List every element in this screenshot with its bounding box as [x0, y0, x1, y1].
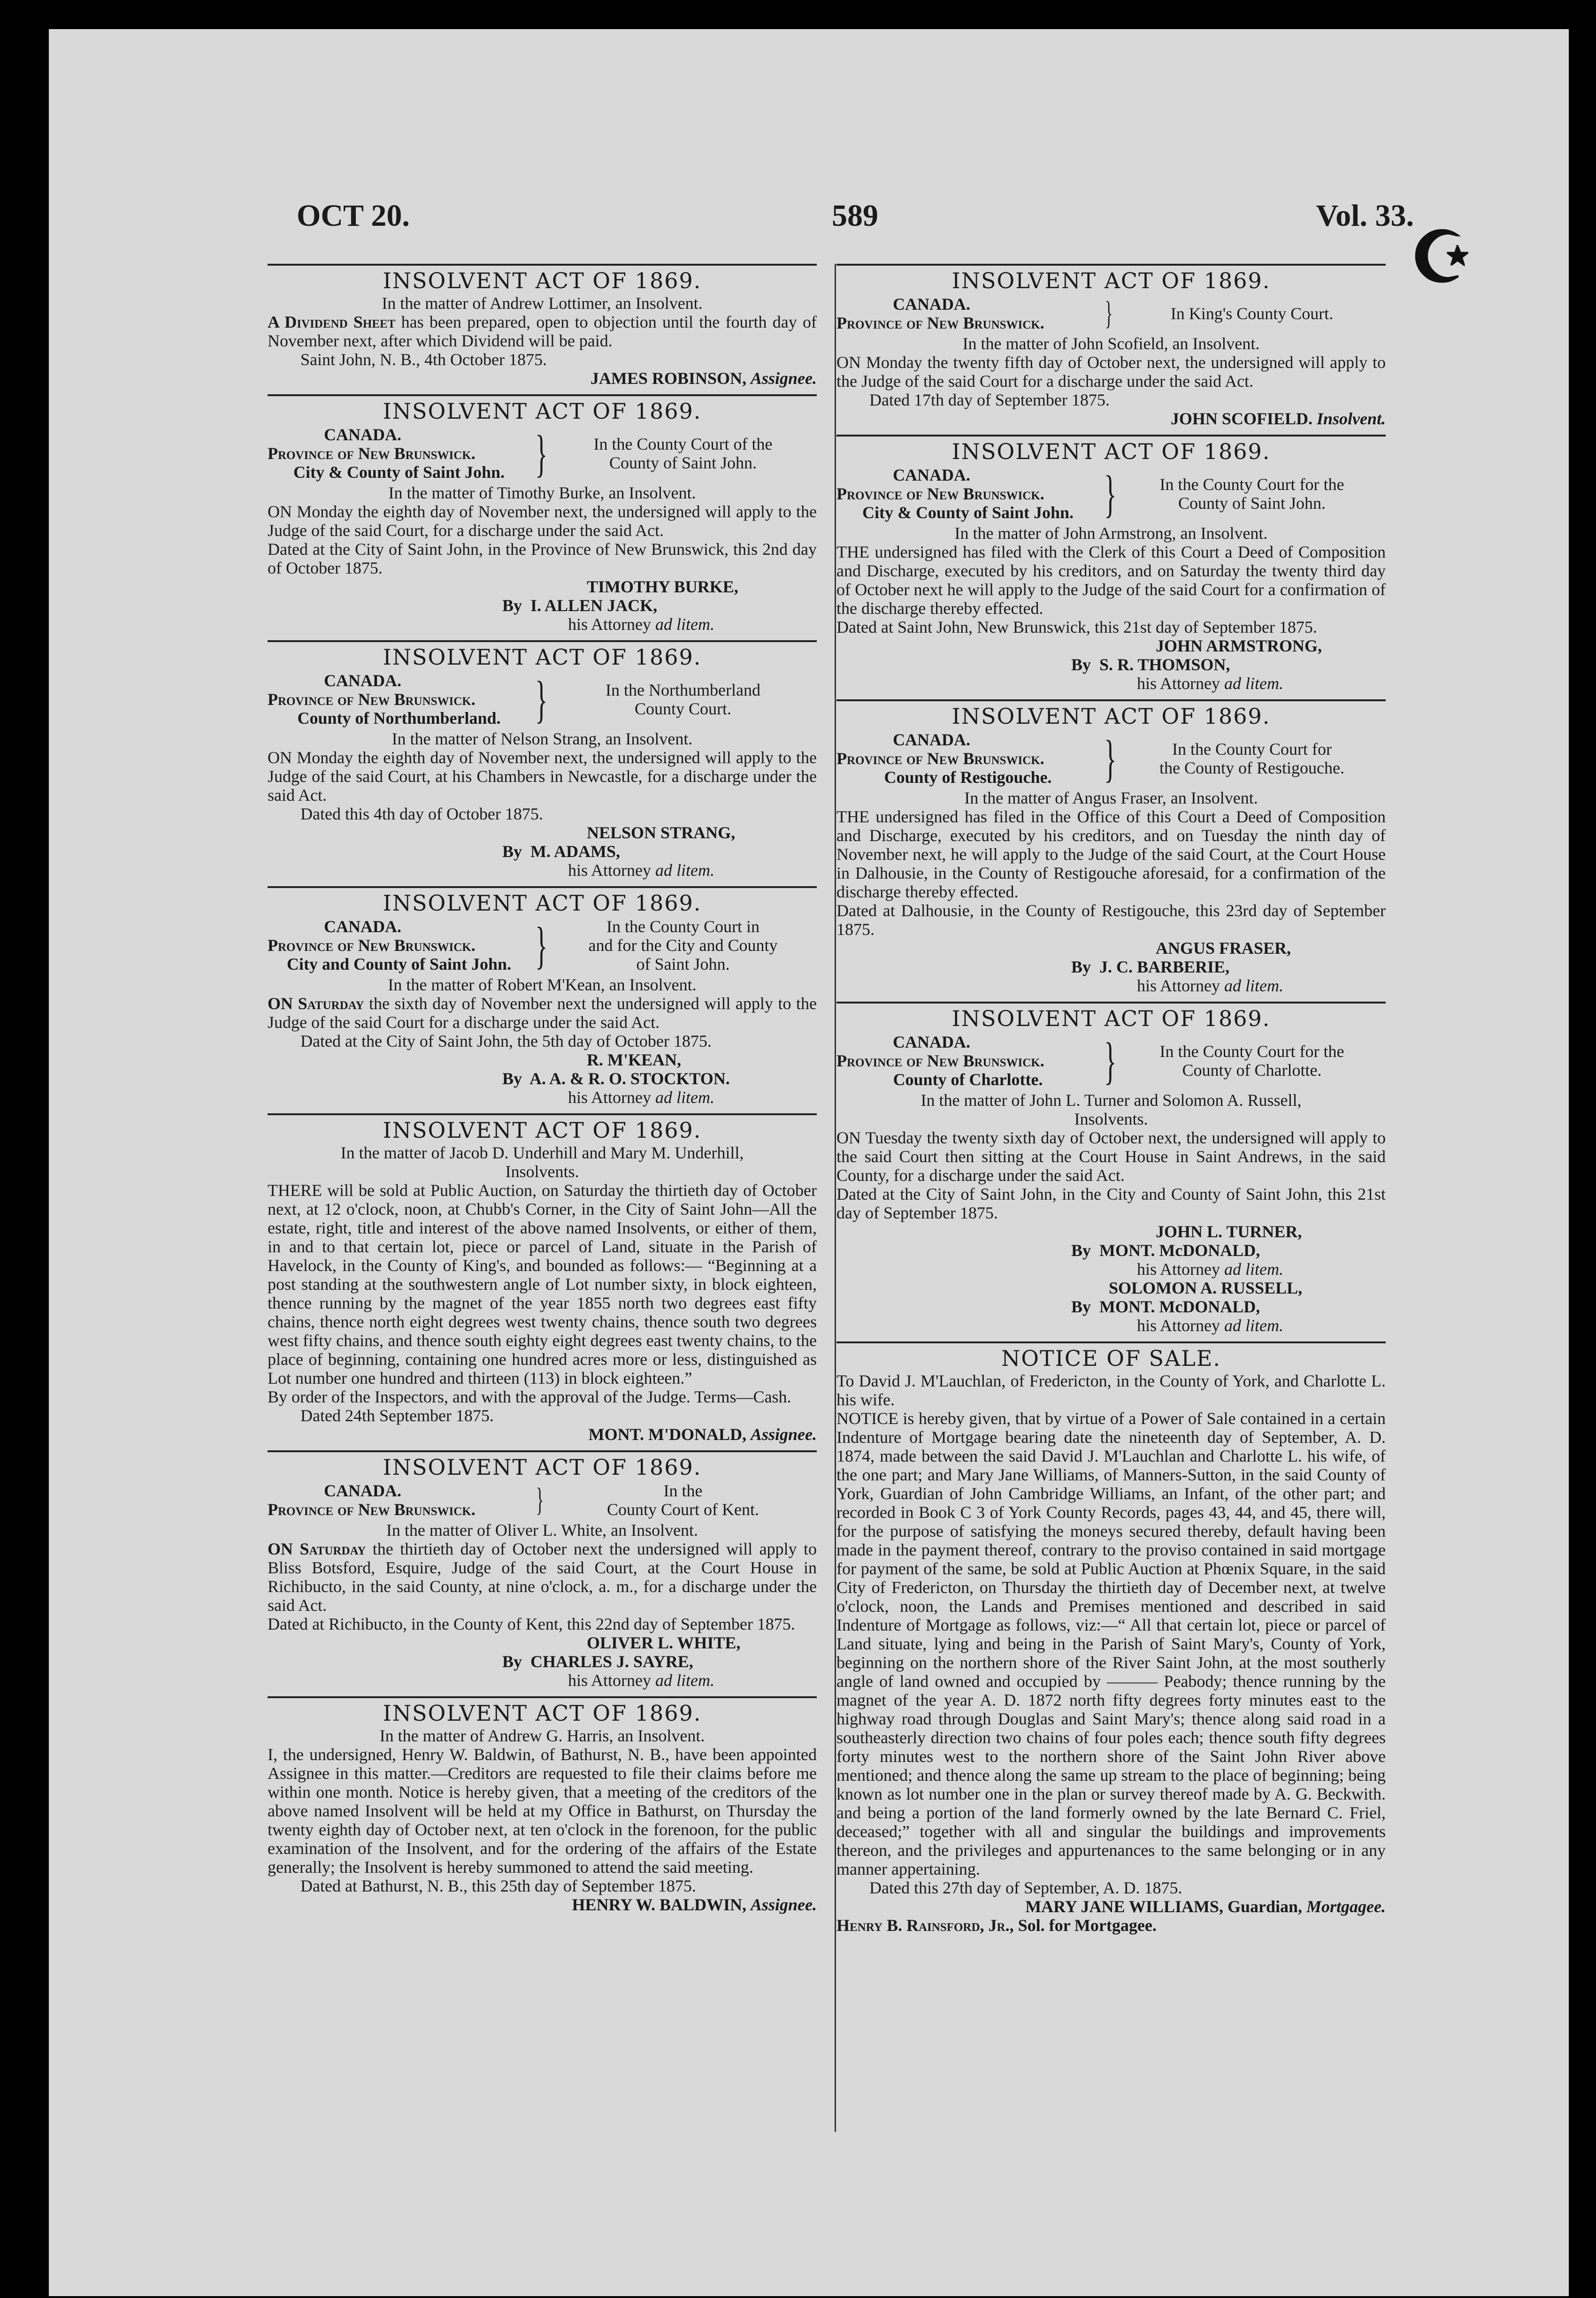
notice-of-sale [836, 1341, 1386, 1941]
notice-title: INSOLVENT ACT OF 1869. [383, 1701, 702, 1726]
page-header [297, 179, 1414, 236]
notice-strang [268, 640, 817, 886]
notice-matter: In the matter of John L. Turner and Solomon A. Russell, [921, 1091, 1302, 1110]
notice-matter: In the matter of Angus Fraser, an Insolvent. [964, 789, 1258, 807]
notice-body: THERE will be sold at Public Auction, on Saturday the thirtieth day of October next, at 12 o'clock, noon, at Chubb's Corner, in the City of Saint John—All the estate, right, title and interest of the above named Insolvents, or either of them, in and to that certain lot, piece or parcel of Land, situate in the Parish of Havelock, in the County of King's, and bounded as follows:— “Beginning at a post standing at the southwestern angle of Lot number sixty, in block eighteen, thence running by the magnet of the year 1855 north two degrees east fifty chains, thence north eight degrees west twenty chains, thence south two degrees west fifty chains, and thence south eighty eight degrees east twenty chains, to the place of beginning, containing one hundred acres more or less, distinguished as Lot number one hundred and thirteen (113) in block eighteen.” [268, 1181, 817, 1387]
notice-fraser [836, 699, 1386, 1002]
notice-attorney: By J. C. BARBERIE, [1071, 958, 1230, 976]
notice-title: INSOLVENT ACT OF 1869. [951, 268, 1271, 293]
court-block: CANADA. Province of New Brunswick. } In the County Court of Kent. [268, 1481, 759, 1519]
notice-dated: Dated this 27th day of September, A. D. 1875. [869, 1878, 1182, 1897]
left-column [268, 264, 817, 1921]
notice-matter: In the matter of Timothy Burke, an Insolvent. [388, 483, 696, 502]
notice-title: NOTICE OF SALE. [1001, 1346, 1221, 1371]
notice-solicitor: Henry B. Rainsford, Jr., Sol. for Mortgagee. [836, 1916, 1157, 1935]
notice-matter: In the matter of Robert M'Kean, an Insolvent. [388, 975, 697, 994]
notice-signer: HENRY W. BALDWIN, Assignee. [572, 1895, 817, 1914]
notice-matter: In the matter of Jacob D. Underhill and Mary M. Underhill, [340, 1143, 744, 1162]
notice-body: ON Saturday the thirtieth day of October next the undersigned will apply to Bliss Botsford, Esquire, Judge of the said Court, at the Court House in Richibucto, in the said County, at nine o'clock, a. m., for a discharge under the said Act. [268, 1540, 817, 1615]
notice-burke [268, 394, 817, 640]
notice-title: INSOLVENT ACT OF 1869. [383, 644, 702, 670]
notice-title: INSOLVENT ACT OF 1869. [383, 890, 702, 916]
notice-dated: Dated this 4th day of October 1875. [300, 804, 543, 823]
notice-attorney-role: his Attorney ad litem. [568, 1088, 714, 1107]
notice-attorney-2: By MONT. McDONALD, [1071, 1297, 1260, 1316]
page-curl-mark: ☪ [1410, 219, 1473, 297]
notice-matter-cont: Insolvents. [505, 1162, 579, 1181]
notice-body: ON Monday the eighth day of November next, the undersigned will apply to the Judge of the said Court, at his Chambers in Newcastle, for a discharge under the said Act. [268, 748, 817, 804]
notice-attorney-role: his Attorney ad litem. [568, 1671, 714, 1690]
notice-attorney: By MONT. McDONALD, [1071, 1241, 1260, 1260]
court-block: CANADA. Province of New Brunswick. County of Charlotte. } In the County Court for the County of Charlotte. [836, 1032, 1344, 1089]
notice-signer-2: SOLOMON A. RUSSELL, [1109, 1279, 1303, 1297]
notice-order: By order of the Inspectors, and with the approval of the Judge. Terms—Cash. [268, 1387, 791, 1406]
notice-signer: OLIVER L. WHITE, [587, 1633, 741, 1652]
notice-attorney: By M. ADAMS, [502, 842, 621, 861]
header-page-number: 589 [832, 199, 878, 233]
court-block: CANADA. Province of New Brunswick. City & County of Saint John. } In the County Court for the County of Saint John. [836, 465, 1344, 522]
notice-signer: JOHN ARMSTRONG, [1156, 636, 1322, 655]
notice-dated: Dated at Richibucto, in the County of Kent, this 22nd day of September 1875. [268, 1615, 795, 1633]
notice-dated: Dated 24th September 1875. [300, 1406, 494, 1425]
notice-matter-cont: Insolvents. [1074, 1110, 1148, 1128]
notice-turner-russell [836, 1002, 1386, 1341]
notice-mkean [268, 886, 817, 1113]
notice-title: INSOLVENT ACT OF 1869. [951, 704, 1271, 729]
notice-body: I, the undersigned, Henry W. Baldwin, of Bathurst, N. B., have been appointed Assignee in this matter.—Creditors are requested to file their claims before me within one month. Notice is hereby given, that a meeting of the creditors of the above named Insolvent will be held at my Office in Bathurst, on Thursday the twenty eighth day of October next, at ten o'clock in the forenoon, for the public examination of the Insolvent, and for the ordering of the affairs of the Estate generally; the Insolvent is hereby summoned to attend the said meeting. [268, 1745, 817, 1877]
notice-armstrong [836, 435, 1386, 699]
notice-title: INSOLVENT ACT OF 1869. [383, 1455, 702, 1480]
court-block: CANADA. Province of New Brunswick. City and County of Saint John. } In the County Court in and for the City and County of Saint John. [268, 917, 778, 974]
notice-attorney: By S. R. THOMSON, [1071, 655, 1230, 674]
notice-dated: Dated at the City of Saint John, in the Province of New Brunswick, this 2nd day of October 1875. [268, 540, 817, 577]
notice-matter: In the matter of Nelson Strang, an Insolvent. [391, 729, 693, 748]
notice-signer: JOHN L. TURNER, [1156, 1222, 1302, 1241]
notice-lottimer [268, 264, 817, 394]
notice-dated: Dated at Bathurst, N. B., this 25th day of September 1875. [300, 1877, 696, 1895]
right-column [836, 264, 1386, 1941]
notice-body: ON Monday the eighth day of November next, the undersigned will apply to the Judge of the said Court, for a discharge under the said Act. [268, 502, 817, 540]
notice-body: THE undersigned has filed in the Office of this Court a Deed of Composition and Discharge, executed by his creditors, and on Tuesday the ninth day of November next, he will apply to the Judge of the said Court, at the Court House in Dalhousie, in the County of Restigouche aforesaid, for a confirmation of the discharge thereby effected. [836, 807, 1386, 901]
notice-attorney-role: his Attorney ad litem. [1137, 976, 1283, 995]
notice-signer: MONT. M'DONALD, Assignee. [588, 1425, 817, 1444]
notice-attorney-role-2: his Attorney ad litem. [1137, 1316, 1283, 1335]
notice-dated: Dated at Dalhousie, in the County of Restigouche, this 23rd day of September 1875. [836, 901, 1386, 939]
court-block: CANADA. Province of New Brunswick. County of Restigouche. } In the County Court for the County of Restigouche. [836, 730, 1344, 787]
notice-scofield [836, 264, 1386, 435]
notice-title: INSOLVENT ACT OF 1869. [383, 398, 702, 424]
notice-attorney-role: his Attorney ad litem. [568, 861, 714, 880]
notice-body: ON Saturday the sixth day of November next the undersigned will apply to the Judge of the said Court for a discharge under the said Act. [268, 994, 817, 1032]
notice-attorney: By A. A. & R. O. STOCKTON. [502, 1069, 730, 1088]
court-block: CANADA. Province of New Brunswick. City & County of Saint John. } In the County Court of the County of Saint John. [268, 425, 773, 482]
notice-signer: TIMOTHY BURKE, [587, 577, 738, 596]
notice-matter: In the matter of John Scofield, an Insolvent. [962, 334, 1260, 353]
notice-signer: NELSON STRANG, [587, 823, 736, 842]
notice-body: A Dividend Sheet has been prepared, open to objection until the fourth day of November next, after which Dividend will be paid. [268, 313, 817, 350]
notice-dated: Dated at the City of Saint John, the 5th day of October 1875. [300, 1032, 712, 1050]
newspaper-page [49, 29, 1569, 2296]
notice-body: THE undersigned has filed with the Clerk of this Court a Deed of Composition and Discharge, executed by his creditors, and on Saturday the twenty third day of October next he will apply to the Judge of the said Court for a confirmation of the discharge thereby effected. [836, 543, 1386, 618]
notice-attorney: By I. ALLEN JACK, [502, 596, 658, 615]
notice-matter: In the matter of Andrew G. Harris, an Insolvent. [379, 1726, 705, 1745]
notice-attorney-role: his Attorney ad litem. [568, 615, 714, 634]
notice-body: ON Monday the twenty fifth day of October next, the undersigned will apply to the Judge of the said Court for a discharge under the said Act. [836, 353, 1386, 391]
court-block: CANADA. Province of New Brunswick. County of Northumberland. } In the Northumberland County Court. [268, 671, 760, 728]
notice-white [268, 1450, 817, 1696]
notice-body: ON Tuesday the twenty sixth day of October next, the undersigned will apply to the said Court then sitting at the Court House in Saint Andrews, in the said County, for a discharge under the said Act. [836, 1128, 1386, 1185]
notice-title: INSOLVENT ACT OF 1869. [951, 1006, 1271, 1031]
notice-title: INSOLVENT ACT OF 1869. [383, 268, 702, 293]
notice-signer: JOHN SCOFIELD. Insolvent. [1170, 409, 1386, 428]
notice-underhill [268, 1113, 817, 1450]
notice-signer: R. M'KEAN, [587, 1050, 681, 1069]
notice-attorney-role: his Attorney ad litem. [1137, 1260, 1283, 1279]
notice-attorney-role: his Attorney ad litem. [1137, 674, 1283, 693]
header-date: OCT 20. [297, 199, 410, 233]
column-rule [835, 264, 836, 2132]
notice-attorney: By CHARLES J. SAYRE, [502, 1652, 693, 1671]
notice-title: INSOLVENT ACT OF 1869. [951, 439, 1271, 464]
notice-addressee: To David J. M'Lauchlan, of Fredericton, in the County of York, and Charlotte L. his wife. [836, 1371, 1386, 1409]
notice-dated: Dated 17th day of September 1875. [869, 391, 1110, 409]
notice-title: INSOLVENT ACT OF 1869. [383, 1118, 702, 1143]
notice-matter: In the matter of Andrew Lottimer, an Insolvent. [382, 294, 703, 313]
notice-dated: Dated at the City of Saint John, in the City and County of Saint John, this 21st day of September 1875. [836, 1185, 1386, 1222]
notice-matter: In the matter of John Armstrong, an Insolvent. [954, 524, 1268, 543]
notice-signer: ANGUS FRASER, [1156, 939, 1291, 958]
notice-body: NOTICE is hereby given, that by virtue of a Power of Sale contained in a certain Indenture of Mortgage bearing date the nineteenth day of September, A. D. 1874, made between the said David J. M'Lauchlan and Charlotte L. his wife, of the one part; and Mary Jane Williams, of Manners-Sutton, in the said County of York, Guardian of John Cambridge Williams, an Infant, of the other part; and recorded in Book C 3 of York County Records, pages 43, 44, and 45, there will, for the purpose of satisfying the moneys secured thereby, default having been made in the payment thereof, contrary to the proviso contained in said mortgage for payment of the same, be sold at Public Auction at Phœnix Square, in the said City of Fredericton, on Thursday the thirtieth day of December next, at twelve o'clock, noon, the Lands and Premises mentioned and described in said Indenture of Mortgage as follows, viz:—“ All that certain lot, piece or parcel of Land situate, lying and being in the Parish of Saint Mary's, County of York, beginning on the northern shore of the River Saint John, at the most southerly angle of land owned and occupied by ——— Peabody; thence running by the magnet of the year A. D. 1872 north fifty degrees forty minutes east to the highway road through Douglas and Saint Mary's; thence along said road in a southeasterly direction two chains of four poles each; thence south fifty degrees forty minutes west to the northern shore of the Saint John River above mentioned; and thence along the same up stream to the place of beginning; being known as lot number one in the plan or survey thereof made by A. G. Beckwith. and being a portion of the land formerly owned by the late Bernard C. Friel, deceased;” together with all and singular the buildings and improvements thereon, and the privileges and appurtenances to the same belonging or in any manner appertaining. [836, 1409, 1386, 1878]
notice-signer: MARY JANE WILLIAMS, Guardian, Mortgagee. [1025, 1897, 1386, 1916]
notice-dated: Saint John, N. B., 4th October 1875. [300, 350, 547, 369]
notice-dated: Dated at Saint John, New Brunswick, this 21st day of September 1875. [836, 618, 1317, 636]
notice-matter: In the matter of Oliver L. White, an Insolvent. [386, 1521, 698, 1540]
notice-harris [268, 1696, 817, 1921]
court-block: CANADA. Province of New Brunswick. } In King's County Court. [836, 295, 1334, 332]
header-volume: Vol. 33. [1316, 199, 1414, 233]
notice-signer: JAMES ROBINSON, Assignee. [590, 369, 817, 388]
